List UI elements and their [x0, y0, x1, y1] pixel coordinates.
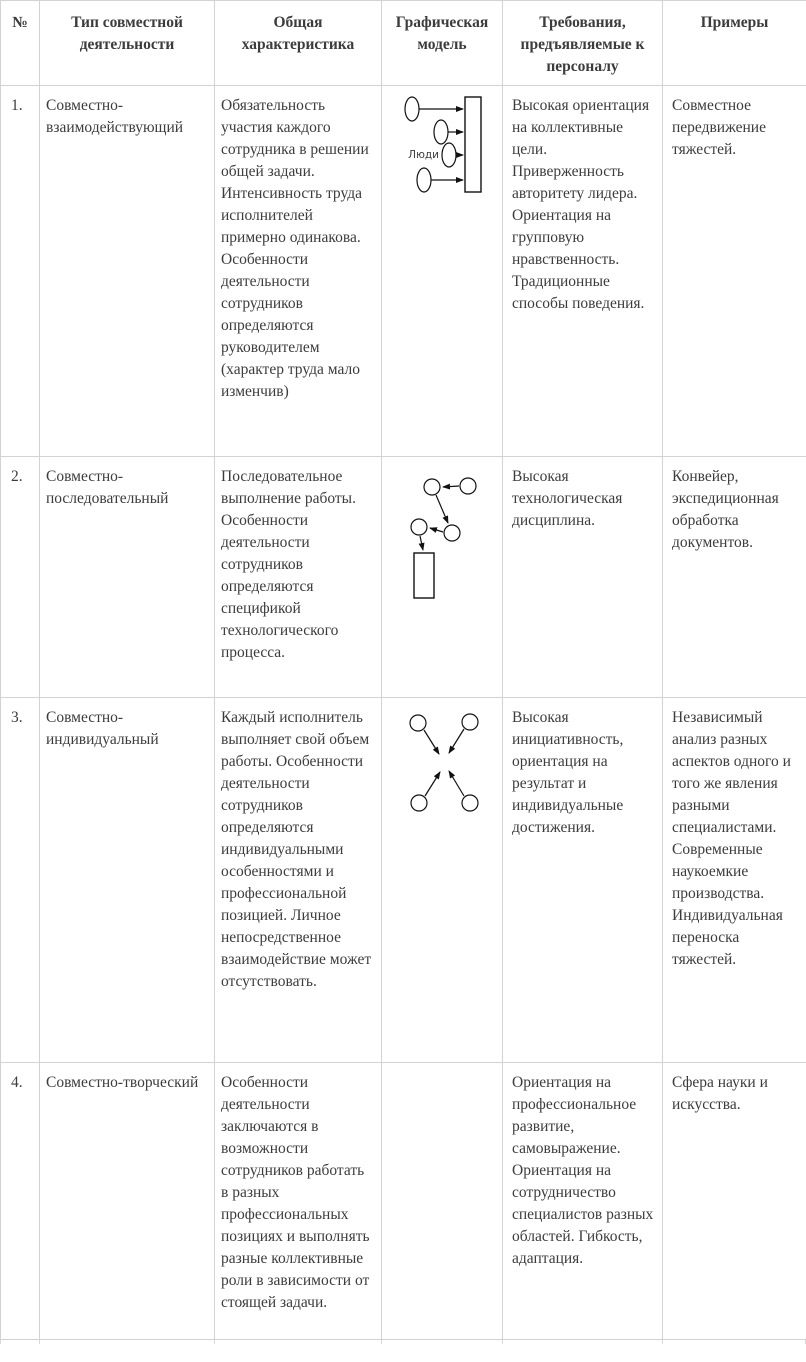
- header-examples: Примеры: [663, 1, 806, 86]
- row-1-examples: Совместное передвижение тяжестей.: [663, 86, 806, 457]
- row-1-number: 1.: [1, 86, 40, 457]
- row-2-requirements: Высокая технологическая дисциплина.: [503, 457, 663, 698]
- row-4-number: 4.: [1, 1063, 40, 1340]
- row-2-number: 2.: [1, 457, 40, 698]
- circles-converging-arrows-icon: [382, 704, 502, 822]
- row-3-requirements: Высокая инициативность, ориентация на результат и индивидуальные достижения.: [503, 698, 663, 1063]
- table-row-3: [1, 698, 806, 1063]
- header-graphic-model: Графическая модель: [382, 1, 503, 86]
- row-2-characteristic: Последовательное выполнение работы. Особенности деятельности сотрудников определяются спецификой технологического процесса.: [215, 457, 382, 698]
- table-row-4: [1, 1063, 806, 1340]
- table-row-2: [1, 457, 806, 698]
- header-personnel-requirements: Требования, предъявляемые к персоналу: [503, 1, 663, 86]
- row-4-requirements: Ориентация на профессиональное развитие, самовыражение. Ориентация на сотрудничество специалистов разных областей. Гибкость, адаптация.: [503, 1063, 663, 1340]
- row-1-model-cell: [382, 86, 503, 457]
- row-1-type: Совместно-взаимодействующий: [40, 86, 215, 457]
- header-activity-type: Тип совместной деятельности: [40, 1, 215, 86]
- header-general-characteristic: Общая характеристика: [215, 1, 382, 86]
- row-1-characteristic: Обязательность участия каждого сотрудника в решении общей задачи. Интенсивность труда исполнителей примерно одинакова. Особенности деятельности сотрудников определяются руководителем (характер труда мало изменчив): [215, 86, 382, 457]
- table-bottom-edge: [0, 1340, 806, 1362]
- row-4-characteristic: Особенности деятельности заключаются в возможности сотрудников работать в разных профессиональных позициях и выполнять разные коллективные роли в зависимости от стоящей задачи.: [215, 1063, 382, 1340]
- row-2-examples: Конвейер, экспедиционная обработка документов.: [663, 457, 806, 698]
- row-2-type: Совместно-последовательный: [40, 457, 215, 698]
- row-4-type: Совместно-творческий: [40, 1063, 215, 1340]
- row-3-model-cell: [382, 698, 503, 1063]
- row-3-type: Совместно-индивидуальный: [40, 698, 215, 1063]
- header-number: №: [1, 1, 40, 86]
- row-3-characteristic: Каждый исполнитель выполняет свой объем работы. Особенности деятельности сотрудников определяются индивидуальными особенностями и профессиональной позицией. Личное непосредственное взаимодействие может отсутствовать.: [215, 698, 382, 1063]
- row-3-examples: Независимый анализ разных аспектов одного и того же явления разными специалистами. Современные наукоемкие производства. Индивидуальная переноска тяжестей.: [663, 698, 806, 1063]
- row-1-requirements: Высокая ориентация на коллективные цели. Приверженность авторитету лидера. Ориентация на групповую нравственность. Традиционные способы поведения.: [503, 86, 663, 457]
- row-4-examples: Сфера науки и искусства.: [663, 1063, 806, 1340]
- diagram-people-label: Люди: [408, 149, 439, 161]
- table-row-1: [1, 86, 806, 457]
- row-3-number: 3.: [1, 698, 40, 1063]
- row-2-model-cell: [382, 457, 503, 698]
- ovals-with-arrows-into-bar-icon: [385, 92, 500, 200]
- row-4-model-cell: [382, 1063, 503, 1340]
- header-row: [1, 1, 806, 86]
- sequential-chain-circles-to-bar-icon: [382, 463, 502, 603]
